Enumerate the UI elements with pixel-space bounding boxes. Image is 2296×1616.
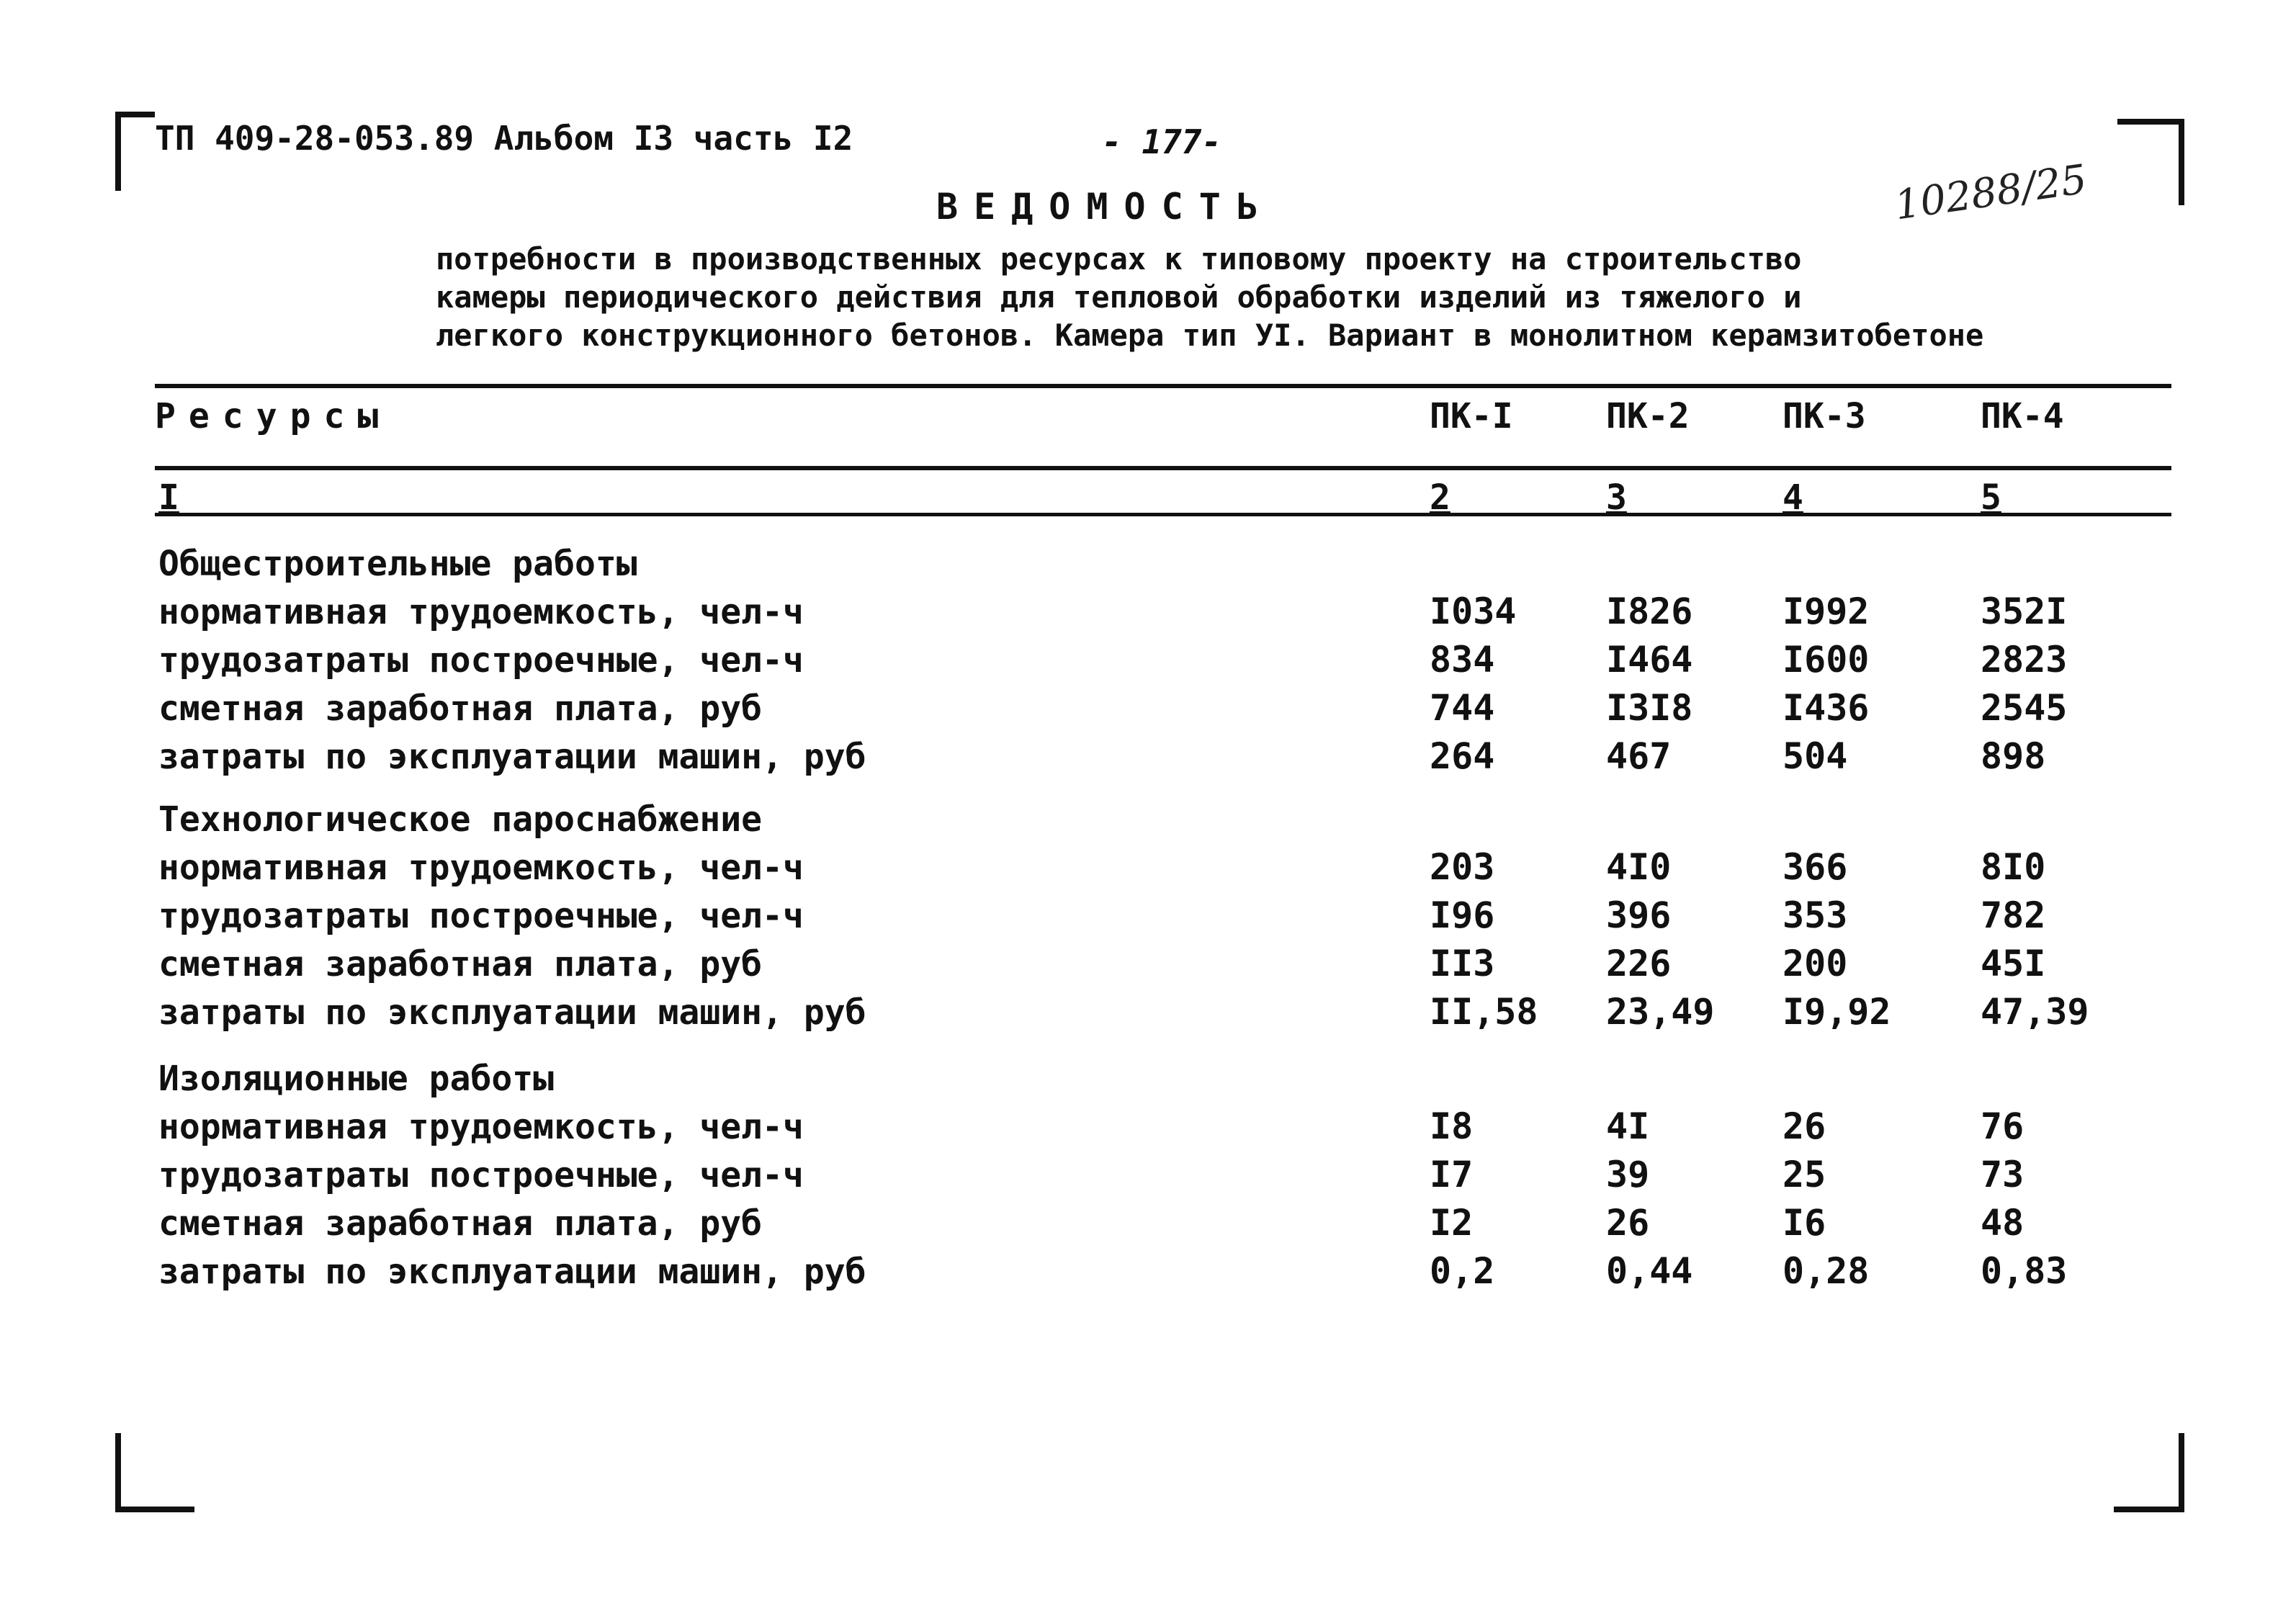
row-label: сметная заработная плата, руб [158,1203,763,1244]
row-value: 45I [1981,943,2046,984]
row-value: 264 [1430,735,1495,777]
row-label: трудозатраты построечные, чел-ч [158,896,804,936]
row-value: 8I0 [1981,846,2046,888]
row-value: I96 [1430,894,1495,936]
row-value: I826 [1606,591,1693,632]
corner-mark-bottom-left [115,1433,121,1512]
row-value: I436 [1782,687,1870,729]
corner-mark-top-right [2117,119,2184,125]
row-value: 467 [1606,735,1672,777]
page-number: - 177- [1102,122,1222,161]
row-label: трудозатраты построечные, чел-ч [158,1155,804,1195]
corner-mark-top-left [115,112,121,191]
column-number: I [158,477,179,518]
row-value: 504 [1782,735,1848,777]
row-label: сметная заработная плата, руб [158,688,763,729]
column-number: 3 [1606,477,1627,518]
column-number: 2 [1430,477,1450,518]
table-top-rule [155,384,2171,388]
subtitle-line: легкого конструкционного бетонов. Камера тип УI. Вариант в монолитном керамзитобетоне [436,318,1984,353]
row-value: 352I [1981,591,2068,632]
row-value: I9,92 [1782,991,1891,1033]
row-value: 0,2 [1430,1250,1495,1292]
row-value: 396 [1606,894,1672,936]
column-number: 4 [1782,477,1803,518]
column-header-pk4: ПК-4 [1981,396,2064,436]
row-value: 2545 [1981,687,2068,729]
row-value: 39 [1606,1154,1650,1195]
corner-mark-bottom-left [115,1507,194,1512]
row-label: нормативная трудоемкость, чел-ч [158,592,804,632]
row-value: 898 [1981,735,2046,777]
row-value: I034 [1430,591,1517,632]
subtitle-line: камеры периодического действия для тепловой обработки изделий из тяжелого и [436,279,1802,315]
row-value: 4I0 [1606,846,1672,888]
row-label: сметная заработная плата, руб [158,944,763,984]
row-label: трудозатраты построечные, чел-ч [158,640,804,681]
row-value: 366 [1782,846,1848,888]
row-value: 4I [1606,1105,1650,1147]
inventory-number: 10288/25 [1891,156,2090,230]
subtitle-line: потребности в производственных ресурсах к типовому проекту на строительство [436,241,1802,277]
row-value: 25 [1782,1154,1826,1195]
column-header-pk3: ПК-3 [1782,396,1866,436]
row-value: 353 [1782,894,1848,936]
document-reference: ТП 409-28-053.89 Альбом I3 часть I2 [155,119,853,158]
row-label: затраты по эксплуатации машин, руб [158,737,866,777]
row-value: 0,44 [1606,1250,1693,1292]
row-value: 26 [1606,1202,1650,1244]
table-header-rule [155,466,2171,470]
page-title: ВЕДОМОСТЬ [936,186,1274,228]
row-value: I600 [1782,639,1870,681]
row-label: затраты по эксплуатации машин, руб [158,1252,866,1292]
row-value: 48 [1981,1202,2024,1244]
row-value: 73 [1981,1154,2024,1195]
column-header-pk2: ПК-2 [1606,396,1690,436]
row-label: нормативная трудоемкость, чел-ч [158,848,804,888]
section-title: Общестроительные работы [158,544,637,584]
row-value: 0,28 [1782,1250,1870,1292]
row-label: нормативная трудоемкость, чел-ч [158,1107,804,1147]
row-value: 200 [1782,943,1848,984]
row-value: II3 [1430,943,1495,984]
row-value: 0,83 [1981,1250,2068,1292]
row-value: 834 [1430,639,1495,681]
row-value: 782 [1981,894,2046,936]
table-number-rule [155,513,2171,516]
section-title: Технологическое пароснабжение [158,799,763,840]
row-value: I992 [1782,591,1870,632]
row-value: I6 [1782,1202,1826,1244]
row-value: I7 [1430,1154,1474,1195]
row-value: I8 [1430,1105,1474,1147]
subtitle [436,240,2296,354]
column-header-pk1: ПК-I [1430,396,1513,436]
row-value: I464 [1606,639,1693,681]
row-label: затраты по эксплуатации машин, руб [158,992,866,1033]
corner-mark-top-left [115,112,155,117]
row-value: 76 [1981,1105,2024,1147]
row-value: 2823 [1981,639,2068,681]
row-value: 744 [1430,687,1495,729]
row-value: I2 [1430,1202,1474,1244]
row-value: 26 [1782,1105,1826,1147]
row-value: II,58 [1430,991,1538,1033]
corner-mark-bottom-right [2114,1507,2184,1512]
row-value: I3I8 [1606,687,1693,729]
column-header-resources: Ресурсы [155,396,392,436]
row-value: 226 [1606,943,1672,984]
corner-mark-top-right [2179,119,2184,205]
section-title: Изоляционные работы [158,1059,555,1099]
column-number: 5 [1981,477,2001,518]
row-value: 203 [1430,846,1495,888]
row-value: 23,49 [1606,991,1715,1033]
row-value: 47,39 [1981,991,2089,1033]
corner-mark-bottom-right [2179,1433,2184,1512]
